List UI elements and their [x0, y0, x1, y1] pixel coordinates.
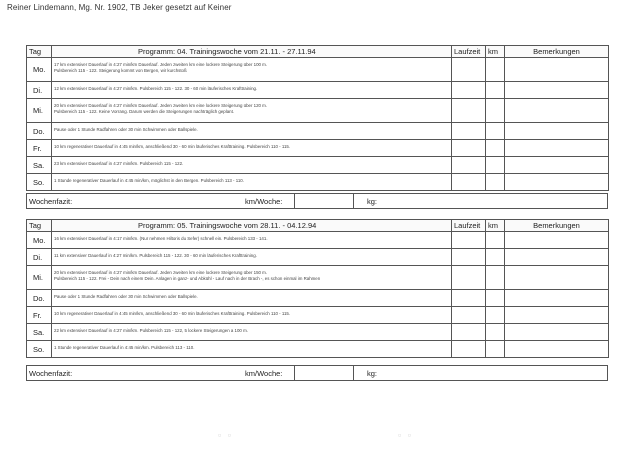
description-line: Pulsbereich 115 - 122. Steigerung kommt von Bergen, wir kurchstoß: [54, 68, 187, 73]
description-line: 16 km extensiver Dauerlauf in 4:17 min/km. (Nur nehmen Hiltoris du Sefer) schnell ein. Pulsbereich 133 - 141.: [54, 236, 268, 241]
table-row: [27, 341, 609, 358]
description-line: Pause oder 1 Stunde Radfahren oder 30 min Schwimmen oder Ballspiele.: [54, 127, 198, 132]
day-label: Sa.: [27, 324, 52, 341]
remarks-cell[interactable]: [505, 266, 609, 290]
km-per-week-field[interactable]: [294, 365, 354, 381]
program-title: Programm: 05. Trainingswoche vom 28.11. - 04.12.94: [52, 220, 452, 232]
km-cell[interactable]: [486, 232, 505, 249]
week-summary-04: [26, 193, 608, 209]
scan-artifact: ▫ ▫: [218, 430, 233, 440]
col-header-laufzeit: Laufzeit: [452, 46, 486, 58]
table-row: [27, 249, 609, 266]
laufzeit-cell[interactable]: [452, 232, 486, 249]
training-description: [52, 123, 452, 140]
program-title: Programm: 04. Trainingswoche vom 21.11. - 27.11.94: [52, 46, 452, 58]
col-header-km: km: [486, 220, 505, 232]
document-header: Reiner Lindemann, Mg. Nr. 1902, TB Jeker gesetzt auf Keiner: [7, 3, 232, 12]
table-header-row: [27, 46, 609, 58]
remarks-cell[interactable]: [505, 232, 609, 249]
description-line: 12 km extensiver Dauerlauf in 4:27 min/km. Pulsbereich 115 - 122. 30 - 60 min läuferisches Krafttraining.: [54, 86, 258, 91]
km-cell[interactable]: [486, 290, 505, 307]
training-description: [52, 307, 452, 324]
km-cell[interactable]: [486, 157, 505, 174]
remarks-cell[interactable]: [505, 249, 609, 266]
remarks-cell[interactable]: [505, 157, 609, 174]
km-cell[interactable]: [486, 249, 505, 266]
remarks-cell[interactable]: [505, 123, 609, 140]
table-row: [27, 324, 609, 341]
day-label: Mi.: [27, 99, 52, 123]
description-line: 10 km regenerativer Dauerlauf in 4:45 min/km, anschließend 30 - 60 min läuferisches Krafttraining. Pulsbereich 110 - 115.: [54, 311, 291, 316]
km-cell[interactable]: [486, 123, 505, 140]
training-description: [52, 58, 452, 82]
day-label: So.: [27, 341, 52, 358]
training-description: [52, 341, 452, 358]
day-label: Mo.: [27, 58, 52, 82]
table-row: [27, 266, 609, 290]
laufzeit-cell[interactable]: [452, 307, 486, 324]
table-row: [27, 232, 609, 249]
col-header-remarks: Bemerkungen: [505, 220, 609, 232]
day-label: Di.: [27, 249, 52, 266]
table-header-row: [27, 220, 609, 232]
table-row: [27, 307, 609, 324]
description-line: Pulsbereich 115 - 122. Keine Vorrang. Darum werden die Steigerungen nachträglich geplant.: [54, 109, 235, 114]
laufzeit-cell[interactable]: [452, 99, 486, 123]
summary-fazit-label: Wochenfazit:: [29, 197, 73, 206]
description-line: 11 km extensiver Dauerlauf in 4:27 min/km. Pulsbereich 115 - 122. 30 - 60 min läuferisches Krafttraining.: [54, 253, 257, 258]
table-row: [27, 157, 609, 174]
table-row: [27, 58, 609, 82]
day-label: Sa.: [27, 157, 52, 174]
col-header-day: Tag: [27, 46, 52, 58]
laufzeit-cell[interactable]: [452, 58, 486, 82]
day-label: Mi.: [27, 266, 52, 290]
description-line: 20 km extensiver Dauerlauf in 4:27 min/km Dauerlauf. Jeden zweiten km eine lockere Steigerung über 120 m.: [54, 103, 268, 108]
remarks-cell[interactable]: [505, 324, 609, 341]
summary-kg-label: kg:: [367, 369, 378, 378]
km-cell[interactable]: [486, 140, 505, 157]
laufzeit-cell[interactable]: [452, 123, 486, 140]
summary-kmwoche-label: km/Woche:: [245, 369, 283, 378]
laufzeit-cell[interactable]: [452, 324, 486, 341]
table-row: [27, 82, 609, 99]
col-header-laufzeit: Laufzeit: [452, 220, 486, 232]
remarks-cell[interactable]: [505, 174, 609, 191]
remarks-cell[interactable]: [505, 307, 609, 324]
week-table-05: [26, 219, 609, 358]
training-description: [52, 266, 452, 290]
remarks-cell[interactable]: [505, 82, 609, 99]
week-table-04: [26, 45, 609, 191]
description-line: Pause oder 1 Stunde Radfahren oder 30 min Schwimmen oder Ballspiele.: [54, 294, 198, 299]
remarks-cell[interactable]: [505, 58, 609, 82]
laufzeit-cell[interactable]: [452, 249, 486, 266]
day-label: Do.: [27, 123, 52, 140]
summary-fazit-label: Wochenfazit:: [29, 369, 73, 378]
km-cell[interactable]: [486, 341, 505, 358]
laufzeit-cell[interactable]: [452, 266, 486, 290]
day-label: Do.: [27, 290, 52, 307]
description-line: 1 Stunde regenerativer Dauerlauf in 4:45 min/km, möglichst in den Bergen. Pulsbereich 113 - 110.: [54, 178, 244, 183]
training-description: [52, 174, 452, 191]
summary-kmwoche-label: km/Woche:: [245, 197, 283, 206]
table-row: [27, 140, 609, 157]
scan-artifact: ▫ ▫: [398, 430, 413, 440]
description-line: 22 km extensiver Dauerlauf in 4:27 min/km. Pulsbereich 115 - 122, 5 lockere Steigerungen a 100 m.: [54, 328, 248, 333]
day-label: Fr.: [27, 307, 52, 324]
km-cell[interactable]: [486, 82, 505, 99]
km-cell[interactable]: [486, 307, 505, 324]
laufzeit-cell[interactable]: [452, 174, 486, 191]
description-line: 17 km extensiver Dauerlauf in 4:27 min/km Dauerlauf. Jeden zweiten km eine lockere Steigerung über 100 m.: [54, 62, 268, 67]
day-label: Fr.: [27, 140, 52, 157]
laufzeit-cell[interactable]: [452, 290, 486, 307]
km-cell[interactable]: [486, 266, 505, 290]
training-description: [52, 324, 452, 341]
training-description: [52, 82, 452, 99]
col-header-remarks: Bemerkungen: [505, 46, 609, 58]
km-cell[interactable]: [486, 99, 505, 123]
remarks-cell[interactable]: [505, 341, 609, 358]
km-cell[interactable]: [486, 324, 505, 341]
day-label: Mo.: [27, 232, 52, 249]
description-line: 20 km extensiver Dauerlauf in 4:27 min/km Dauerlauf. Jeden zweiten km eine lockere Steigerung über 150 m.: [54, 270, 268, 275]
week-summary-05: [26, 365, 608, 381]
km-cell[interactable]: [486, 174, 505, 191]
training-description: [52, 249, 452, 266]
table-row: [27, 174, 609, 191]
table-row: [27, 123, 609, 140]
laufzeit-cell[interactable]: [452, 140, 486, 157]
km-cell[interactable]: [486, 58, 505, 82]
remarks-cell[interactable]: [505, 140, 609, 157]
day-label: So.: [27, 174, 52, 191]
laufzeit-cell[interactable]: [452, 82, 486, 99]
laufzeit-cell[interactable]: [452, 341, 486, 358]
km-per-week-field[interactable]: [294, 193, 354, 209]
remarks-cell[interactable]: [505, 99, 609, 123]
description-line: 23 km extensiver Dauerlauf in 4:27 min/km. Pulsbereich 115 - 122.: [54, 161, 184, 166]
training-description: [52, 232, 452, 249]
table-row: [27, 290, 609, 307]
training-description: [52, 140, 452, 157]
training-description: [52, 290, 452, 307]
col-header-km: km: [486, 46, 505, 58]
description-line: 10 km regenerativer Dauerlauf in 4:45 min/km, anschließend 30 - 60 min läuferisches Krafttraining. Pulsbereich 110 - 115.: [54, 144, 291, 149]
col-header-day: Tag: [27, 220, 52, 232]
training-description: [52, 99, 452, 123]
table-row: [27, 99, 609, 123]
remarks-cell[interactable]: [505, 290, 609, 307]
summary-kg-label: kg:: [367, 197, 378, 206]
description-line: Pulsbereich 115 - 122. Frei - Dein nach einem Dein. Anlagen in ganz- und Abkühl - Lauf nach in der Brach -, es schon einmal im Rahmen: [54, 276, 321, 281]
training-description: [52, 157, 452, 174]
day-label: Di.: [27, 82, 52, 99]
description-line: 1 Stunde regenerativer Dauerlauf in 4:45 min/km. Pulsbereich 113 - 110.: [54, 345, 195, 350]
laufzeit-cell[interactable]: [452, 157, 486, 174]
